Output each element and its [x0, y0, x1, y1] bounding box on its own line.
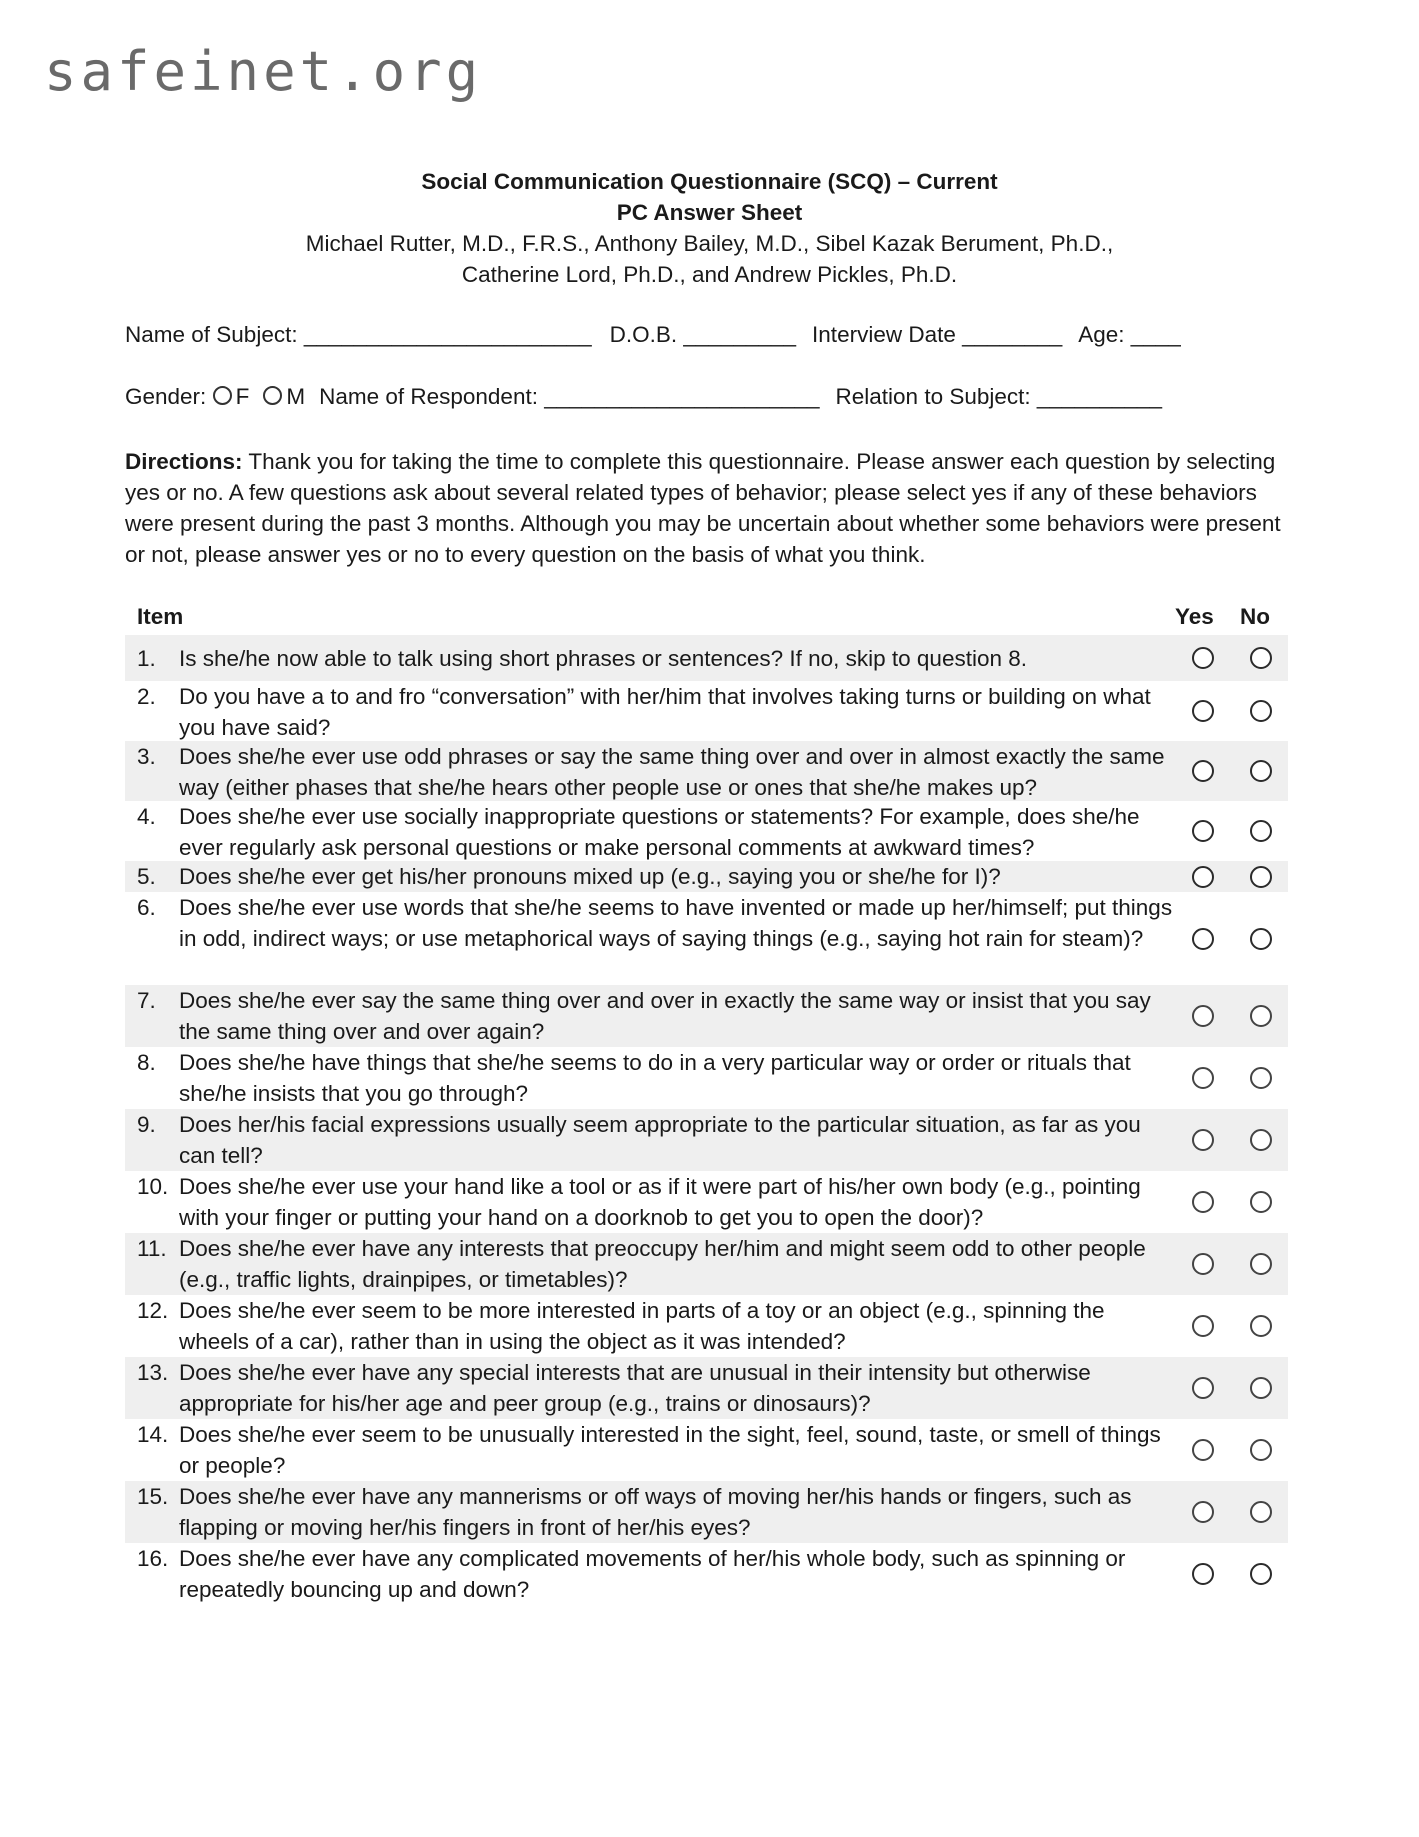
- no-radio[interactable]: [1250, 1439, 1272, 1461]
- yes-radio[interactable]: [1192, 1563, 1214, 1585]
- gender-m-radio[interactable]: [263, 386, 282, 405]
- no-radio[interactable]: [1250, 1501, 1272, 1523]
- question-number: 1.: [137, 646, 156, 671]
- document-header: [0, 166, 1419, 290]
- no-radio[interactable]: [1250, 1563, 1272, 1585]
- yes-radio[interactable]: [1192, 1501, 1214, 1523]
- question-text: Does she/he ever get his/her pronouns mixed up (e.g., saying you or she/he for I)?: [179, 864, 1001, 889]
- question-number: 7.: [137, 988, 156, 1013]
- no-radio[interactable]: [1250, 820, 1272, 842]
- no-radio[interactable]: [1250, 647, 1272, 669]
- question-text: Is she/he now able to talk using short phrases or sentences? If no, skip to question 8.: [179, 646, 1028, 671]
- question-row: [125, 1543, 1288, 1605]
- gender-f-radio[interactable]: [213, 386, 232, 405]
- no-radio[interactable]: [1250, 928, 1272, 950]
- question-row: [125, 681, 1288, 741]
- respondent-info-row: [125, 384, 1162, 410]
- questionnaire-table: [125, 600, 1288, 1605]
- yes-radio[interactable]: [1192, 1191, 1214, 1213]
- yes-radio[interactable]: [1192, 820, 1214, 842]
- gender-m-label: M: [286, 384, 306, 409]
- question-number: 3.: [137, 744, 156, 769]
- no-radio[interactable]: [1250, 1005, 1272, 1027]
- question-row: [125, 1171, 1288, 1233]
- question-text: Does she/he ever have any special interests that are unusual in their intensity but otherwise appropriate for his/her age and peer group (e.g., trains or dinosaurs)?: [179, 1360, 1091, 1416]
- question-text: Does she/he ever have any interests that preoccupy her/him and might seem odd to other people (e.g., traffic lights, drainpipes, or timetables)?: [179, 1236, 1146, 1292]
- question-row: [125, 635, 1288, 681]
- question-number: 2.: [137, 684, 156, 709]
- interview-date-field[interactable]: Interview Date ________: [812, 322, 1063, 347]
- question-number: 6.: [137, 895, 156, 920]
- question-text: Does she/he have things that she/he seems to do in a very particular way or order or rituals that she/he insists that you go through?: [179, 1050, 1131, 1106]
- question-row: [125, 1481, 1288, 1543]
- no-radio[interactable]: [1250, 1067, 1272, 1089]
- directions-label: Directions:: [125, 449, 243, 474]
- document-subtitle: PC Answer Sheet: [616, 200, 803, 225]
- question-text: Does she/he ever use words that she/he seems to have invented or made up her/himself; put things in odd, indirect ways; or use metaphorical ways of saying things (e.g., saying hot rain for steam)?: [179, 895, 1173, 951]
- age-field[interactable]: Age: ____: [1078, 322, 1181, 347]
- yes-radio[interactable]: [1192, 1253, 1214, 1275]
- subject-info-row: [125, 322, 1181, 348]
- question-row: [125, 1357, 1288, 1419]
- question-row: [125, 1109, 1288, 1171]
- question-row: [125, 801, 1288, 861]
- name-of-subject-field[interactable]: Name of Subject: _______________________: [125, 322, 592, 347]
- gender-label: Gender:: [125, 384, 207, 409]
- yes-radio[interactable]: [1192, 866, 1214, 888]
- question-number: 10.: [137, 1174, 169, 1199]
- authors-line-2: Catherine Lord, Ph.D., and Andrew Pickles, Ph.D.: [461, 262, 958, 287]
- question-text: Does her/his facial expressions usually seem appropriate to the particular situation, as far as you can tell?: [179, 1112, 1141, 1168]
- question-row: [125, 1295, 1288, 1357]
- directions-text: Thank you for taking the time to complete this questionnaire. Please answer each question by selecting yes or no. A few questions ask about several related types of behavior; please select yes if any of these behaviors were present during the past 3 months. Although you may be uncertain about whether some behaviors were present or not, please answer yes or no to every question on the basis of what you think.: [125, 449, 1281, 567]
- yes-radio[interactable]: [1192, 1129, 1214, 1151]
- column-header-item: Item: [137, 604, 184, 629]
- question-text: Does she/he ever use socially inappropriate questions or statements? For example, does she/he ever regularly ask personal questions or make personal comments at awkward times?: [179, 804, 1140, 860]
- yes-radio[interactable]: [1192, 647, 1214, 669]
- column-header-no: No: [1240, 604, 1270, 629]
- column-header-yes: Yes: [1175, 604, 1214, 629]
- relation-to-subject-field[interactable]: Relation to Subject: __________: [835, 384, 1163, 409]
- question-number: 15.: [137, 1484, 169, 1509]
- question-number: 11.: [137, 1236, 167, 1261]
- yes-radio[interactable]: [1192, 1315, 1214, 1337]
- question-text: Does she/he ever say the same thing over and over in exactly the same way or insist that you say the same thing over and over again?: [179, 988, 1151, 1044]
- question-list: [125, 635, 1288, 1605]
- question-text: Does she/he ever seem to be unusually interested in the sight, feel, sound, taste, or smell of things or people?: [179, 1422, 1161, 1478]
- no-radio[interactable]: [1250, 760, 1272, 782]
- no-radio[interactable]: [1250, 866, 1272, 888]
- yes-radio[interactable]: [1192, 1067, 1214, 1089]
- question-row: [125, 892, 1288, 985]
- question-text: Does she/he ever seem to be more interested in parts of a toy or an object (e.g., spinning the wheels of a car), rather than in using the object as it was intended?: [179, 1298, 1105, 1354]
- watermark: safeinet.org: [44, 40, 483, 103]
- question-text: Do you have a to and fro “conversation” with her/him that involves taking turns or building on what you have said?: [179, 684, 1151, 740]
- question-number: 14.: [137, 1422, 169, 1447]
- yes-radio[interactable]: [1192, 1377, 1214, 1399]
- yes-radio[interactable]: [1192, 760, 1214, 782]
- yes-radio[interactable]: [1192, 700, 1214, 722]
- yes-radio[interactable]: [1192, 1005, 1214, 1027]
- question-row: [125, 861, 1288, 892]
- document-title: Social Communication Questionnaire (SCQ) – Current: [421, 169, 998, 194]
- question-row: [125, 1419, 1288, 1481]
- authors-line-1: Michael Rutter, M.D., F.R.S., Anthony Bailey, M.D., Sibel Kazak Berument, Ph.D.,: [305, 231, 1114, 256]
- no-radio[interactable]: [1250, 1129, 1272, 1151]
- question-row: [125, 741, 1288, 801]
- question-text: Does she/he ever have any mannerisms or off ways of moving her/his hands or fingers, such as flapping or moving her/his fingers in front of her/his eyes?: [179, 1484, 1132, 1540]
- table-header: [125, 600, 1288, 635]
- directions: [125, 446, 1290, 570]
- question-number: 12.: [137, 1298, 169, 1323]
- question-row: [125, 1047, 1288, 1109]
- no-radio[interactable]: [1250, 1253, 1272, 1275]
- dob-field[interactable]: D.O.B. _________: [609, 322, 797, 347]
- no-radio[interactable]: [1250, 1191, 1272, 1213]
- no-radio[interactable]: [1250, 1315, 1272, 1337]
- question-number: 9.: [137, 1112, 156, 1137]
- question-number: 16.: [137, 1546, 169, 1571]
- gender-f-label: F: [235, 384, 250, 409]
- question-number: 8.: [137, 1050, 156, 1075]
- question-number: 4.: [137, 804, 156, 829]
- question-row: [125, 1233, 1288, 1295]
- no-radio[interactable]: [1250, 700, 1272, 722]
- question-text: Does she/he ever have any complicated movements of her/his whole body, such as spinning or repeatedly bouncing up and down?: [179, 1546, 1126, 1602]
- question-number: 5.: [137, 864, 156, 889]
- no-radio[interactable]: [1250, 1377, 1272, 1399]
- question-text: Does she/he ever use your hand like a tool or as if it were part of his/her own body (e.g., pointing with your finger or putting your hand on a doorknob to get you to open the door)?: [179, 1174, 1141, 1230]
- yes-radio[interactable]: [1192, 1439, 1214, 1461]
- name-of-respondent-field[interactable]: Name of Respondent: ______________________: [319, 384, 820, 409]
- question-text: Does she/he ever use odd phrases or say the same thing over and over in almost exactly the same way (either phases that she/he hears other people use or ones that she/he makes up?: [179, 744, 1165, 800]
- question-number: 13.: [137, 1360, 169, 1385]
- yes-radio[interactable]: [1192, 928, 1214, 950]
- question-row: [125, 985, 1288, 1047]
